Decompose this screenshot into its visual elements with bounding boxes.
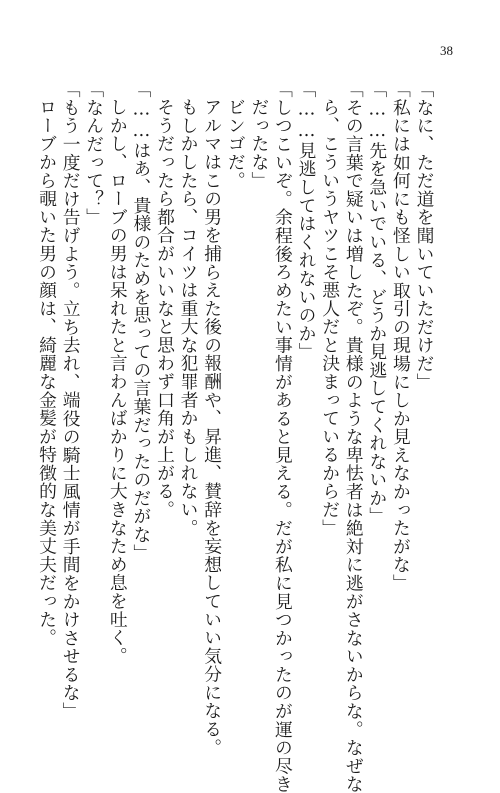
text-column: 「……見逃してはくれないのか」: [296, 80, 318, 361]
text-column: しかし、ローブの男は呆れたと言わんばかりに大きなため息を吐く。: [107, 98, 129, 665]
text-column: 「……先を急いでいる、どうか見逃してくれないか」: [366, 80, 388, 526]
text-column: 「なに、ただ道を聞いていただけだ」: [414, 80, 435, 391]
text-column: 「なんだって？」: [83, 80, 105, 227]
text-column: 「その言葉で疑いは増したぞ。貴様のような卑怯者は絶対に逃がさないからな。なぜな: [343, 80, 365, 793]
text-column: ら、こういうヤツこそ悪人だと決まっているからだ」: [319, 98, 341, 537]
text-column: アルマはこの男を捕らえた後の報酬や、昇進、賛辞を妄想していい気分になる。: [201, 98, 223, 757]
vertical-text-block: [36, 80, 435, 793]
text-column: 「私には如何にも怪しい取引の現場にしか見えなかったがな」: [390, 80, 412, 593]
text-column: 「もう一度だけ告げよう。立ち去れ、端役の騎士風情が手間をかけさせるな」: [60, 80, 82, 721]
text-column: ローブから覗いた男の顔は、綺麗な金髪が特徴的な美丈夫だった。: [36, 98, 58, 647]
text-column: 「しつこいぞ。余程後ろめたい事情があると見える。だが私に見つかったのが運の尽き: [272, 80, 294, 793]
text-column: もしかしたら、コイツは重大な犯罪者かもしれない。: [178, 98, 200, 537]
text-column: だったな」: [248, 98, 270, 190]
page-number: 38: [440, 43, 453, 58]
text-column: 「……はあ、貴様のためを思っての言葉だったのだがな」: [130, 80, 152, 562]
text-column: そうだったら都合がいいなと思わず口角が上がる。: [154, 98, 176, 519]
text-column: ビンゴだ。: [225, 98, 247, 190]
